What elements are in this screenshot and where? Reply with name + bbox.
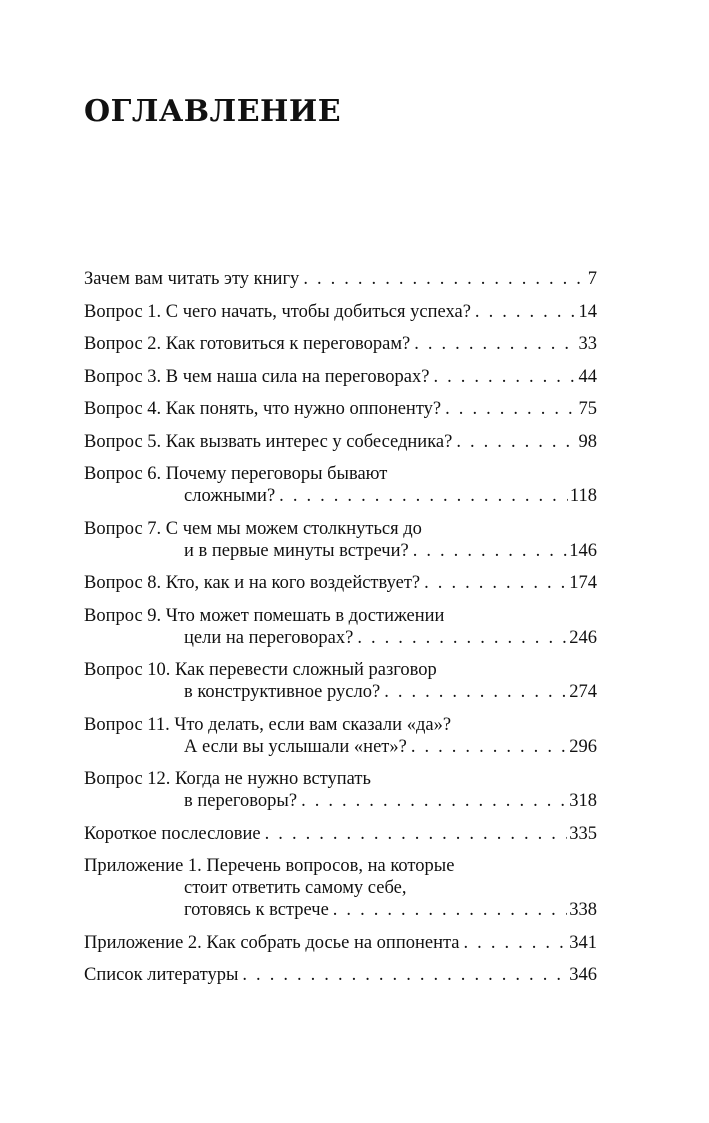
toc-entry bbox=[84, 823, 597, 845]
toc-entry bbox=[84, 431, 597, 453]
toc-page-number: 246 bbox=[569, 627, 597, 648]
toc-entry-title: в переговоры? bbox=[184, 791, 298, 811]
toc-page-number: 174 bbox=[569, 573, 597, 593]
toc-entry bbox=[84, 855, 597, 921]
toc-page-number: 98 bbox=[578, 431, 597, 452]
toc-entry-title: Вопрос 10. Как перевести сложный разговор bbox=[84, 660, 437, 680]
toc-entry-line bbox=[84, 877, 597, 899]
toc-entry bbox=[84, 714, 597, 758]
dot-leader bbox=[464, 932, 568, 954]
toc-entry bbox=[84, 268, 597, 290]
toc-entry-line bbox=[84, 823, 597, 845]
toc-entry-title: цели на переговорах? bbox=[184, 627, 354, 648]
toc-entry bbox=[84, 398, 597, 420]
toc-entry-title: Вопрос 12. Когда не нужно вступать bbox=[84, 769, 371, 789]
toc-entry-line bbox=[84, 268, 597, 290]
toc-entry-line bbox=[84, 627, 597, 649]
dot-leader bbox=[445, 398, 576, 420]
toc-entry-line bbox=[84, 485, 597, 507]
toc-page-number: 296 bbox=[569, 736, 597, 757]
toc-entry-title: Вопрос 6. Почему переговоры бывают bbox=[84, 464, 388, 484]
toc-entry-line bbox=[84, 605, 597, 627]
toc-entry-line bbox=[84, 714, 597, 736]
toc-entry-title: стоит ответить самому себе, bbox=[184, 878, 407, 898]
dot-leader bbox=[411, 736, 567, 758]
toc-entry bbox=[84, 463, 597, 507]
toc-entry-line bbox=[84, 366, 597, 388]
toc-entry-line bbox=[84, 540, 597, 562]
toc-page-number: 44 bbox=[578, 366, 597, 387]
dot-leader bbox=[384, 681, 567, 703]
toc-entry bbox=[84, 605, 597, 649]
page-title: ОГЛАВЛЕНИЕ bbox=[84, 94, 342, 129]
dot-leader bbox=[357, 627, 567, 649]
toc-entry-line bbox=[84, 964, 597, 986]
toc-entry-line bbox=[84, 899, 597, 921]
toc-entry-title: А если вы услышали «нет»? bbox=[184, 736, 407, 757]
toc-entry-title: Вопрос 5. Как вызвать интерес у собеседника? bbox=[84, 431, 453, 452]
toc-entry bbox=[84, 366, 597, 388]
toc-entry-line bbox=[84, 333, 597, 355]
toc-page-number: 7 bbox=[587, 269, 597, 289]
toc-entry bbox=[84, 301, 597, 323]
toc-entry-title: Список литературы bbox=[84, 965, 239, 985]
toc-entry-line bbox=[84, 855, 597, 877]
toc-page-number: 335 bbox=[569, 823, 597, 844]
toc-entry-line bbox=[84, 932, 597, 954]
toc-entry bbox=[84, 932, 597, 954]
dot-leader bbox=[333, 899, 567, 921]
toc-entry-title: Приложение 2. Как собрать досье на оппонента bbox=[84, 932, 460, 953]
toc-entry bbox=[84, 768, 597, 812]
toc-entry-line bbox=[84, 790, 597, 812]
toc-entry-title: Короткое послесловие bbox=[84, 823, 261, 844]
dot-leader bbox=[475, 301, 577, 323]
dot-leader bbox=[433, 366, 576, 388]
toc-page-number: 338 bbox=[569, 900, 597, 920]
dot-leader bbox=[301, 790, 567, 812]
toc-entry-line bbox=[84, 681, 597, 703]
toc-page-number: 341 bbox=[569, 932, 597, 953]
toc-page-number: 14 bbox=[578, 301, 597, 322]
toc-entry-title: Вопрос 9. Что может помешать в достижении bbox=[84, 605, 445, 626]
dot-leader bbox=[413, 540, 568, 562]
toc-page-number: 274 bbox=[569, 682, 597, 702]
toc-entry-title: Вопрос 2. Как готовиться к переговорам? bbox=[84, 334, 411, 354]
toc-entry-title: Вопрос 11. Что делать, если вам сказали «да»? bbox=[84, 714, 452, 735]
toc-entry-line bbox=[84, 659, 597, 681]
toc-entry bbox=[84, 518, 597, 562]
toc-entry bbox=[84, 333, 597, 355]
toc-entry-title: в конструктивное русло? bbox=[184, 682, 381, 702]
toc-entry-title: и в первые минуты встречи? bbox=[184, 540, 409, 561]
toc-entry-title: Вопрос 8. Кто, как и на кого воздействует? bbox=[84, 573, 421, 593]
toc-entry-title: Вопрос 4. Как понять, что нужно оппоненту? bbox=[84, 399, 442, 419]
dot-leader bbox=[303, 268, 585, 290]
toc-entry-title: Вопрос 1. С чего начать, чтобы добиться успеха? bbox=[84, 301, 471, 322]
toc-entry-title: готовясь к встрече bbox=[184, 900, 329, 920]
dot-leader bbox=[279, 485, 568, 507]
dot-leader bbox=[414, 333, 576, 355]
toc-entry-title: сложными? bbox=[184, 486, 276, 506]
toc-entry bbox=[84, 964, 597, 986]
dot-leader bbox=[242, 964, 567, 986]
toc-entry-line bbox=[84, 463, 597, 485]
toc-page-number: 33 bbox=[578, 334, 597, 354]
toc-entry-line bbox=[84, 572, 597, 594]
toc-entry-line bbox=[84, 398, 597, 420]
toc-page-number: 146 bbox=[569, 540, 597, 561]
table-of-contents bbox=[84, 268, 597, 997]
toc-entry-title: Приложение 1. Перечень вопросов, на которые bbox=[84, 856, 455, 876]
toc-page-number: 346 bbox=[569, 965, 597, 985]
toc-entry-title: Вопрос 3. В чем наша сила на переговорах? bbox=[84, 366, 430, 387]
toc-entry-line bbox=[84, 768, 597, 790]
dot-leader bbox=[265, 823, 568, 845]
toc-entry bbox=[84, 572, 597, 594]
toc-page-number: 75 bbox=[578, 399, 597, 419]
toc-entry-line bbox=[84, 518, 597, 540]
toc-entry-line bbox=[84, 736, 597, 758]
toc-entry bbox=[84, 659, 597, 703]
dot-leader bbox=[456, 431, 576, 453]
toc-entry-title: Вопрос 7. С чем мы можем столкнуться до bbox=[84, 518, 422, 539]
toc-page-number: 118 bbox=[569, 486, 597, 506]
dot-leader bbox=[424, 572, 567, 594]
toc-entry-line bbox=[84, 431, 597, 453]
toc-entry-title: Зачем вам читать эту книгу bbox=[84, 269, 300, 289]
toc-page-number: 318 bbox=[569, 791, 597, 811]
toc-entry-line bbox=[84, 301, 597, 323]
